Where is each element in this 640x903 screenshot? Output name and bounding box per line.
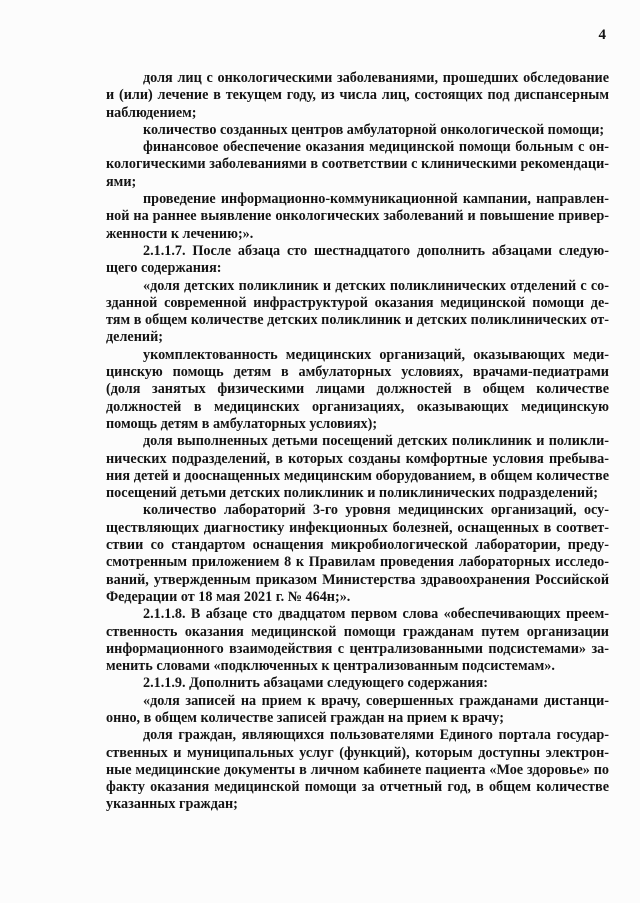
page-number: 4: [598, 27, 606, 43]
paragraph-portal-users: доля граждан, являющихся пользователями Единого портала государственных и муниципальных услуг (функций), которым доступны электронные медицинские документы в личном кабинете пациента «Мое здоровье» по факту оказания медицинской помощи за отчетный год, в общем количестве указанных граждан;: [106, 727, 609, 813]
paragraph-clause-2-1-1-9: 2.1.1.9. Дополнить абзацами следующего содержания:: [143, 675, 488, 692]
paragraph-oncology-financing: финансовое обеспечение оказания медицинской помощи больным с онкологическими заболеваниями в соответствии с клиническими рекомендациями;: [106, 139, 609, 190]
paragraph-laboratories: количество лабораторий 3-го уровня медицинских организаций, осуществляющих диагностику инфекционных болезней, оснащенных в соответствии со стандартом оснащения микробиологической лаборатории, предусмотренным приложением 8 к Правилам проведения лабораторных исследований, утвержденным приказом Министерства здравоохранения Российской Федерации от 18 мая 2021 г. № 464н;».: [106, 502, 609, 605]
paragraph-clause-2-1-1-8: 2.1.1.8. В абзаце сто двадцатом первом слова «обеспечивающих преемственность оказания медицинской помощи гражданам путем организации информационного взаимодействия с централизованными подсистемами» заменить словами «подключенных к централизованным подсистемам».: [106, 606, 609, 675]
document-body: [106, 70, 609, 814]
paragraph-remote-appointments: «доля записей на прием к врачу, совершенных гражданами дистанционно, в общем количестве записей граждан на прием к врачу;: [106, 692, 609, 726]
paragraph-oncology-centers: количество созданных центров амбулаторной онкологической помощи;: [143, 121, 605, 138]
paragraph-clause-2-1-1-7: 2.1.1.7. После абзаца сто шестнадцатого дополнить абзацами следующего содержания:: [106, 242, 609, 277]
paragraph-children-visits: доля выполненных детьми посещений детских поликлиник и поликлинических подразделений, в которых созданы комфортные условия пребывания детей и дооснащенных медицинским оборудованием, в общем количестве посещений детьми детских поликлиник и поликлинических подразделений;: [106, 433, 609, 502]
paragraph-oncology-dispensary: доля лиц с онкологическими заболеваниями, прошедших обследование и (или) лечение в текущем году, из числа лиц, состоящих под диспансерным наблюдением;: [106, 70, 609, 121]
paragraph-children-polyclinics: «доля детских поликлиник и детских поликлинических отделений с созданной современной инфраструктурой оказания медицинской помощи детям в общем количестве детских поликлиник и детских поликлинических отделений;: [106, 277, 609, 346]
paragraph-information-campaign: проведение информационно-коммуникационной кампании, направленной на раннее выявление онкологических заболеваний и повышение приверженности к лечению;».: [106, 191, 609, 242]
paragraph-pediatricians-staffing: укомплектованность медицинских организаций, оказывающих медицинскую помощь детям в амбулаторных условиях, врачами-педиатрами (доля занятых физическими лицами должностей в общем количестве должностей в медицинских организациях, оказывающих медицинскую помощь детям в амбулаторных условиях);: [106, 346, 609, 432]
